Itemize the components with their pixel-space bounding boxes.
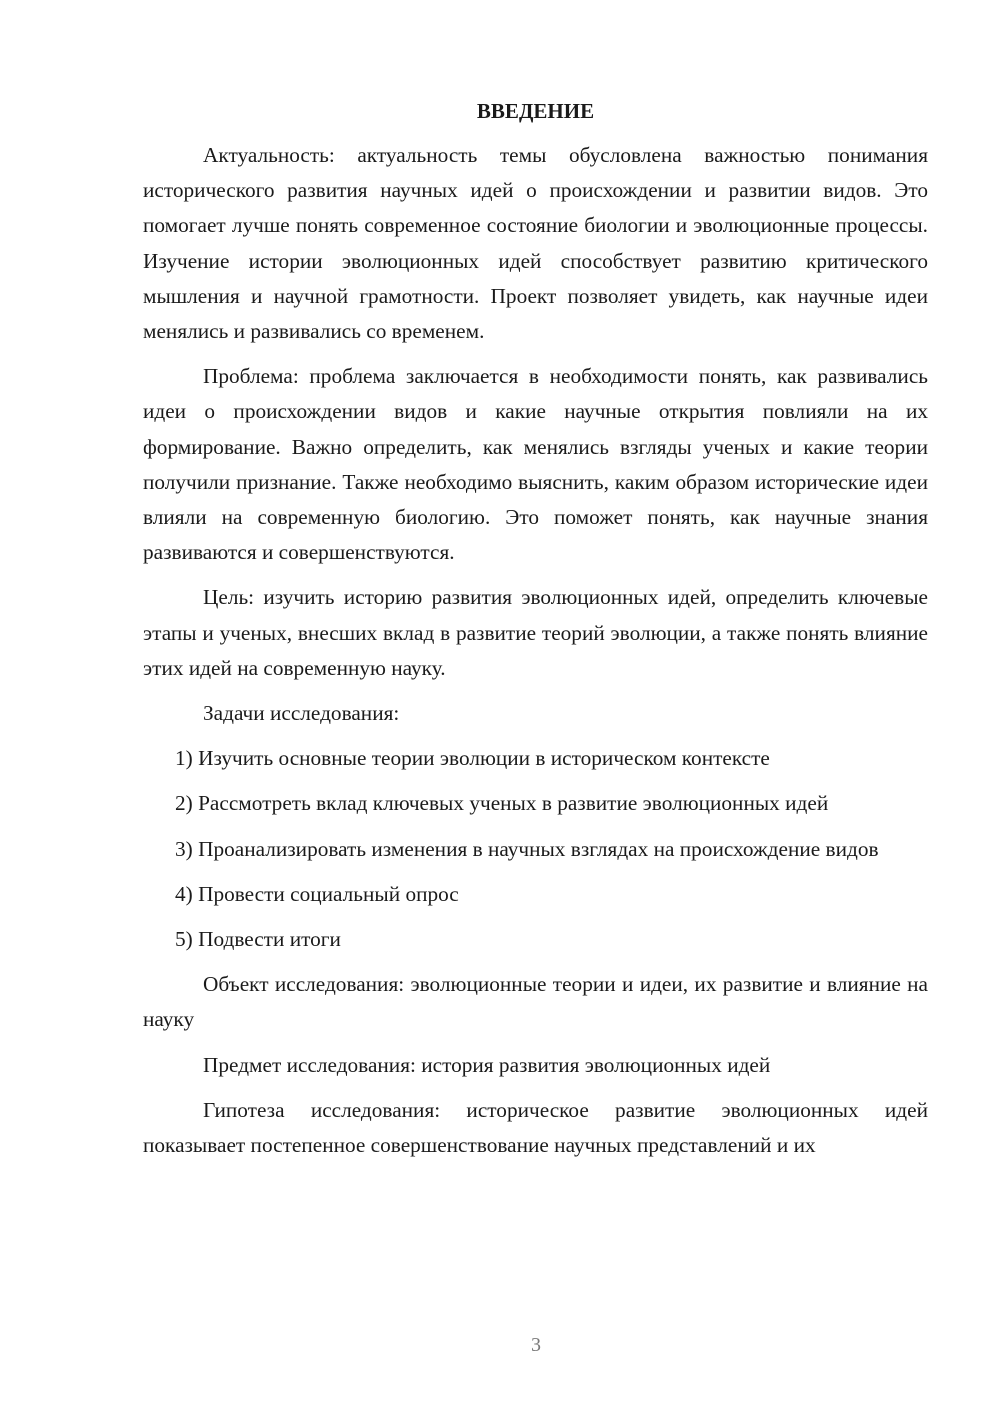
paragraph-tasks-heading: Задачи исследования:	[203, 701, 400, 726]
page-content	[143, 96, 928, 1173]
paragraph-relevance: Актуальность: актуальность темы обусловлена важностью понимания исторического развития научных идей о происхождении и развитии видов. Это помогает лучше понять современное состояние биологии и эволюционные процессы. Изучение истории эволюционных идей способствует развитию критического мышления и научной грамотности. Проект позволяет увидеть, как научные идеи менялись и развивались со временем.	[143, 143, 928, 344]
task-item: 2) Рассмотреть вклад ключевых ученых в развитие эволюционных идей	[175, 791, 829, 816]
task-item: 1) Изучить основные теории эволюции в историческом контексте	[175, 746, 770, 771]
task-item: 4) Провести социальный опрос	[175, 881, 459, 906]
paragraph-goal: Цель: изучить историю развития эволюционных идей, определить ключевые этапы и ученых, внесших вклад в развитие теорий эволюции, а также понять влияние этих идей на современную науку.	[143, 585, 928, 680]
task-item: 5) Подвести итоги	[175, 927, 341, 952]
paragraph-object: Объект исследования: эволюционные теории и идеи, их развитие и влияние на науку	[143, 972, 928, 1032]
task-item: 3) Проанализировать изменения в научных взглядах на происхождение видов	[175, 836, 879, 861]
page-title: ВВЕДЕНИЕ	[476, 99, 595, 123]
paragraph-hypothesis: Гипотеза исследования: историческое развитие эволюционных идей показывает постепенное совершенствование научных представлений и их	[143, 1097, 928, 1158]
paragraph-subject: Предмет исследования: история развития эволюционных идей	[203, 1052, 771, 1077]
page-number: 3	[531, 1334, 541, 1356]
paragraph-problem: Проблема: проблема заключается в необходимости понять, как развивались идеи о происхождении видов и какие научные открытия повлияли на их формирование. Важно определить, как менялись взгляды ученых и какие теории получили признание. Также необходимо выяснить, каким образом исторические идеи влияли на современную биологию. Это поможет понять, как научные знания развиваются и совершенствуются.	[143, 364, 928, 565]
